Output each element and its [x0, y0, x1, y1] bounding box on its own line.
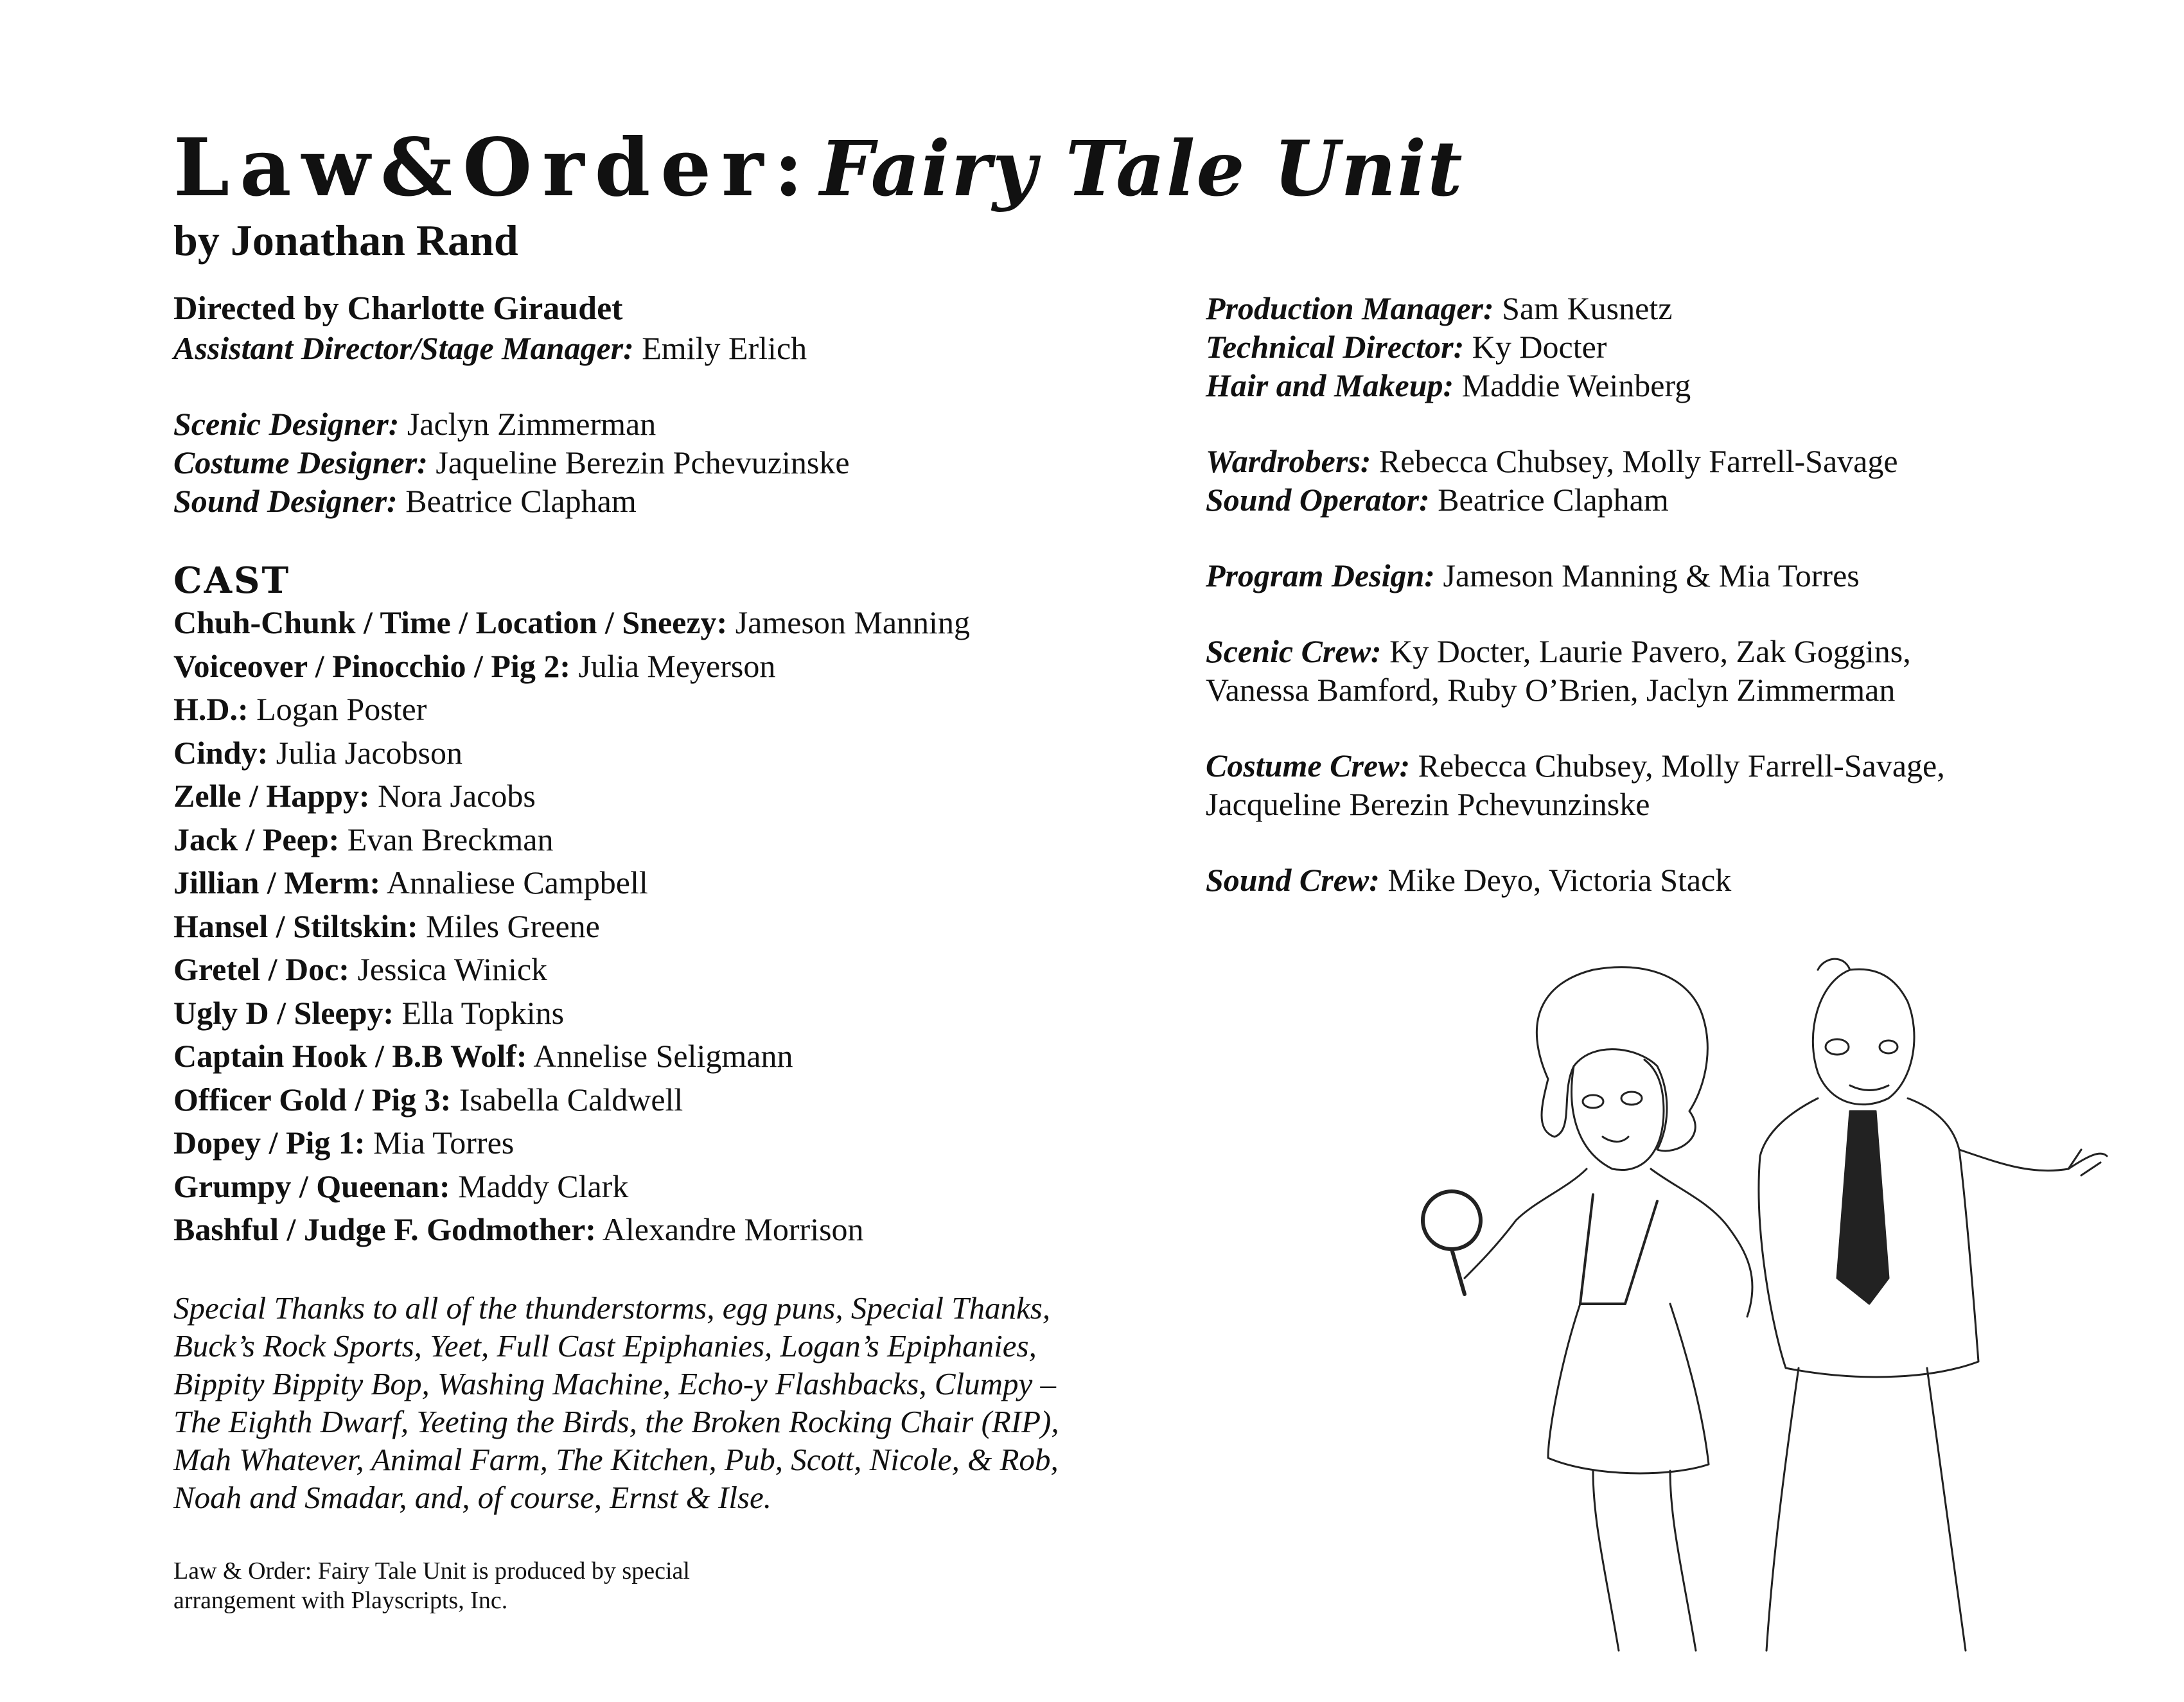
crew-line [1206, 861, 2156, 899]
title-main: Law&Order: [173, 121, 814, 215]
magnifying-handle [1452, 1249, 1465, 1294]
crew-role: Technical Director: [1206, 329, 1465, 365]
footer-line: Law & Order: Fairy Tale Unit is produced by special [173, 1557, 690, 1584]
cast-line [173, 1035, 1137, 1078]
crew-role: Sound Operator: [1206, 482, 1430, 518]
cast-line [173, 1208, 1137, 1252]
man-mouth [1850, 1085, 1889, 1091]
cast-role: H.D.: [173, 691, 249, 727]
man-head [1813, 969, 1914, 1105]
woman-hair [1537, 967, 1707, 1151]
crew-line [1206, 442, 2156, 480]
cast-name: Mia Torres [373, 1125, 515, 1161]
cast-name: Maddy Clark [458, 1168, 629, 1204]
crew-line [1206, 366, 2156, 405]
crew-name: Rebecca Chubsey, Molly Farrell-Savage, [1418, 748, 1945, 784]
woman-eye-right [1621, 1092, 1642, 1105]
credit-role: Costume Designer: [173, 444, 428, 480]
thanks-line: Special Thanks to all of the thunderstorms, egg puns, Special Thanks, [173, 1290, 1051, 1326]
title-sub: Fairy Tale Unit [820, 124, 1464, 213]
byline: by Jonathan Rand [173, 216, 518, 265]
crew-line-cont: Vanessa Bamford, Ruby O’Brien, Jaclyn Zimmerman [1206, 672, 1896, 708]
cast-line [173, 1121, 1137, 1165]
cast-role: Officer Gold / Pig 3: [173, 1081, 452, 1118]
man-eye-left [1826, 1039, 1849, 1055]
crew-line-cont: Jacqueline Berezin Pchevunzinske [1206, 786, 1650, 822]
credit-name: Jaclyn Zimmerman [407, 406, 656, 442]
cast-role: Chuh-Chunk / Time / Location / Sneezy: [173, 604, 728, 640]
cast-name: Isabella Caldwell [459, 1081, 683, 1118]
crew-role: Sound Crew: [1206, 862, 1380, 898]
woman-dress [1548, 1304, 1709, 1473]
cast-role: Grumpy / Queenan: [173, 1168, 450, 1204]
cast-name: Annaliese Campbell [386, 864, 648, 900]
thanks-line: Noah and Smadar, and, of course, Ernst & Ilse. [173, 1479, 771, 1515]
cast-name: Annelise Seligmann [533, 1038, 793, 1074]
woman-coat [1465, 1169, 1752, 1317]
cast-name: Nora Jacobs [378, 778, 536, 814]
crew-name: Maddie Weinberg [1461, 367, 1691, 403]
thanks-line: Mah Whatever, Animal Farm, The Kitchen, Pub, Scott, Nicole, & Rob, [173, 1441, 1059, 1477]
director-line: Directed by Charlotte Giraudet [173, 290, 623, 327]
cast-role: Ugly D / Sleepy: [173, 994, 394, 1031]
cast-line [173, 601, 1137, 645]
credit-line [173, 329, 1137, 367]
cast-name: Alexandre Morrison [602, 1211, 864, 1247]
cast-role: Cindy: [173, 734, 269, 771]
cast-line [173, 775, 1137, 818]
cast-line [173, 818, 1137, 862]
magnifying-glass [1423, 1191, 1481, 1249]
cast-list [173, 601, 1137, 1252]
crew-name: Rebecca Chubsey, Molly Farrell-Savage [1378, 443, 1898, 479]
cast-line [173, 645, 1137, 689]
crew-role: Hair and Makeup: [1206, 367, 1454, 403]
detectives-sketch [1400, 944, 2158, 1683]
cast-role: Captain Hook / B.B Wolf: [173, 1038, 527, 1074]
cast-role: Jack / Peep: [173, 821, 340, 857]
crew-line [1206, 556, 2156, 595]
crew-role: Costume Crew: [1206, 748, 1411, 784]
credit-name: Emily Erlich [642, 330, 807, 366]
crew-line [1206, 746, 2156, 785]
cast-line [173, 992, 1137, 1035]
cast-name: Julia Jacobson [276, 734, 462, 771]
crew-name: Ky Docter [1472, 329, 1607, 365]
cast-heading: CAST [173, 559, 291, 602]
credit-line [173, 405, 1137, 443]
cast-role: Jillian / Merm: [173, 864, 381, 900]
woman-face [1572, 1060, 1664, 1170]
cast-role: Voiceover / Pinocchio / Pig 2: [173, 647, 570, 684]
thanks-line: Bippity Bippity Bop, Washing Machine, Echo-y Flashbacks, Clumpy – [173, 1365, 1057, 1401]
cast-line [173, 732, 1137, 775]
credit-line [173, 482, 1137, 520]
crew-line [1206, 289, 2156, 328]
cast-role: Hansel / Stiltskin: [173, 908, 418, 944]
woman-legs [1593, 1471, 1696, 1651]
man-hair-tuft [1818, 959, 1850, 970]
woman-mouth [1603, 1137, 1628, 1142]
cast-line [173, 1165, 1137, 1209]
cast-name: Julia Meyerson [578, 647, 776, 684]
cast-role: Dopey / Pig 1: [173, 1125, 365, 1161]
credit-name: Beatrice Clapham [405, 483, 637, 519]
crew-line [1206, 632, 2156, 671]
cast-name: Evan Breckman [347, 821, 554, 857]
cast-name: Jameson Manning [735, 604, 970, 640]
crew-name: Sam Kusnetz [1502, 290, 1673, 326]
cast-role: Zelle / Happy: [173, 778, 370, 814]
crew-name: Mike Deyo, Victoria Stack [1387, 862, 1732, 898]
cast-line [173, 948, 1137, 992]
credit-role: Sound Designer: [173, 483, 398, 519]
special-thanks [173, 1289, 1118, 1516]
footer-line: arrangement with Playscripts, Inc. [173, 1586, 508, 1614]
crew-line [1206, 328, 2156, 366]
cast-name: Logan Poster [256, 691, 427, 727]
cast-name: Miles Greene [426, 908, 600, 944]
crew-role: Program Design: [1206, 557, 1435, 593]
crew-name: Jameson Manning & Mia Torres [1443, 557, 1860, 593]
credit-name: Jaqueline Berezin Pchevuzinske [436, 444, 850, 480]
man-tie [1837, 1111, 1889, 1304]
cast-role: Gretel / Doc: [173, 951, 349, 987]
cast-name: Jessica Winick [357, 951, 548, 987]
cast-line [173, 1078, 1137, 1122]
cast-line [173, 905, 1137, 949]
woman-scarf [1580, 1195, 1657, 1304]
man-legs [1766, 1368, 1966, 1651]
thanks-line: The Eighth Dwarf, Yeeting the Birds, the Broken Rocking Chair (RIP), [173, 1403, 1059, 1439]
cast-line [173, 688, 1137, 732]
crew-name: Beatrice Clapham [1438, 482, 1669, 518]
crew-name: Ky Docter, Laurie Pavero, Zak Goggins, [1389, 633, 1911, 669]
cast-role: Bashful / Judge F. Godmother: [173, 1211, 596, 1247]
man-right-arm [1959, 1150, 2107, 1171]
right-column [1206, 289, 2156, 899]
credit-role: Scenic Designer: [173, 406, 400, 442]
credit-role: Assistant Director/Stage Manager: [173, 330, 634, 366]
crew-role: Production Manager: [1206, 290, 1494, 326]
thanks-line: Buck’s Rock Sports, Yeet, Full Cast Epiphanies, Logan’s Epiphanies, [173, 1328, 1037, 1364]
man-eye-right [1880, 1040, 1898, 1053]
crew-role: Wardrobers: [1206, 443, 1371, 479]
crew-role: Scenic Crew: [1206, 633, 1382, 669]
left-column [173, 289, 1137, 1615]
woman-eye-left [1583, 1095, 1603, 1108]
cast-line [173, 861, 1137, 905]
license-note [173, 1556, 816, 1615]
program-title [173, 121, 1464, 215]
crew-line [1206, 480, 2156, 519]
cast-name: Ella Topkins [401, 994, 565, 1031]
credit-line [173, 443, 1137, 482]
